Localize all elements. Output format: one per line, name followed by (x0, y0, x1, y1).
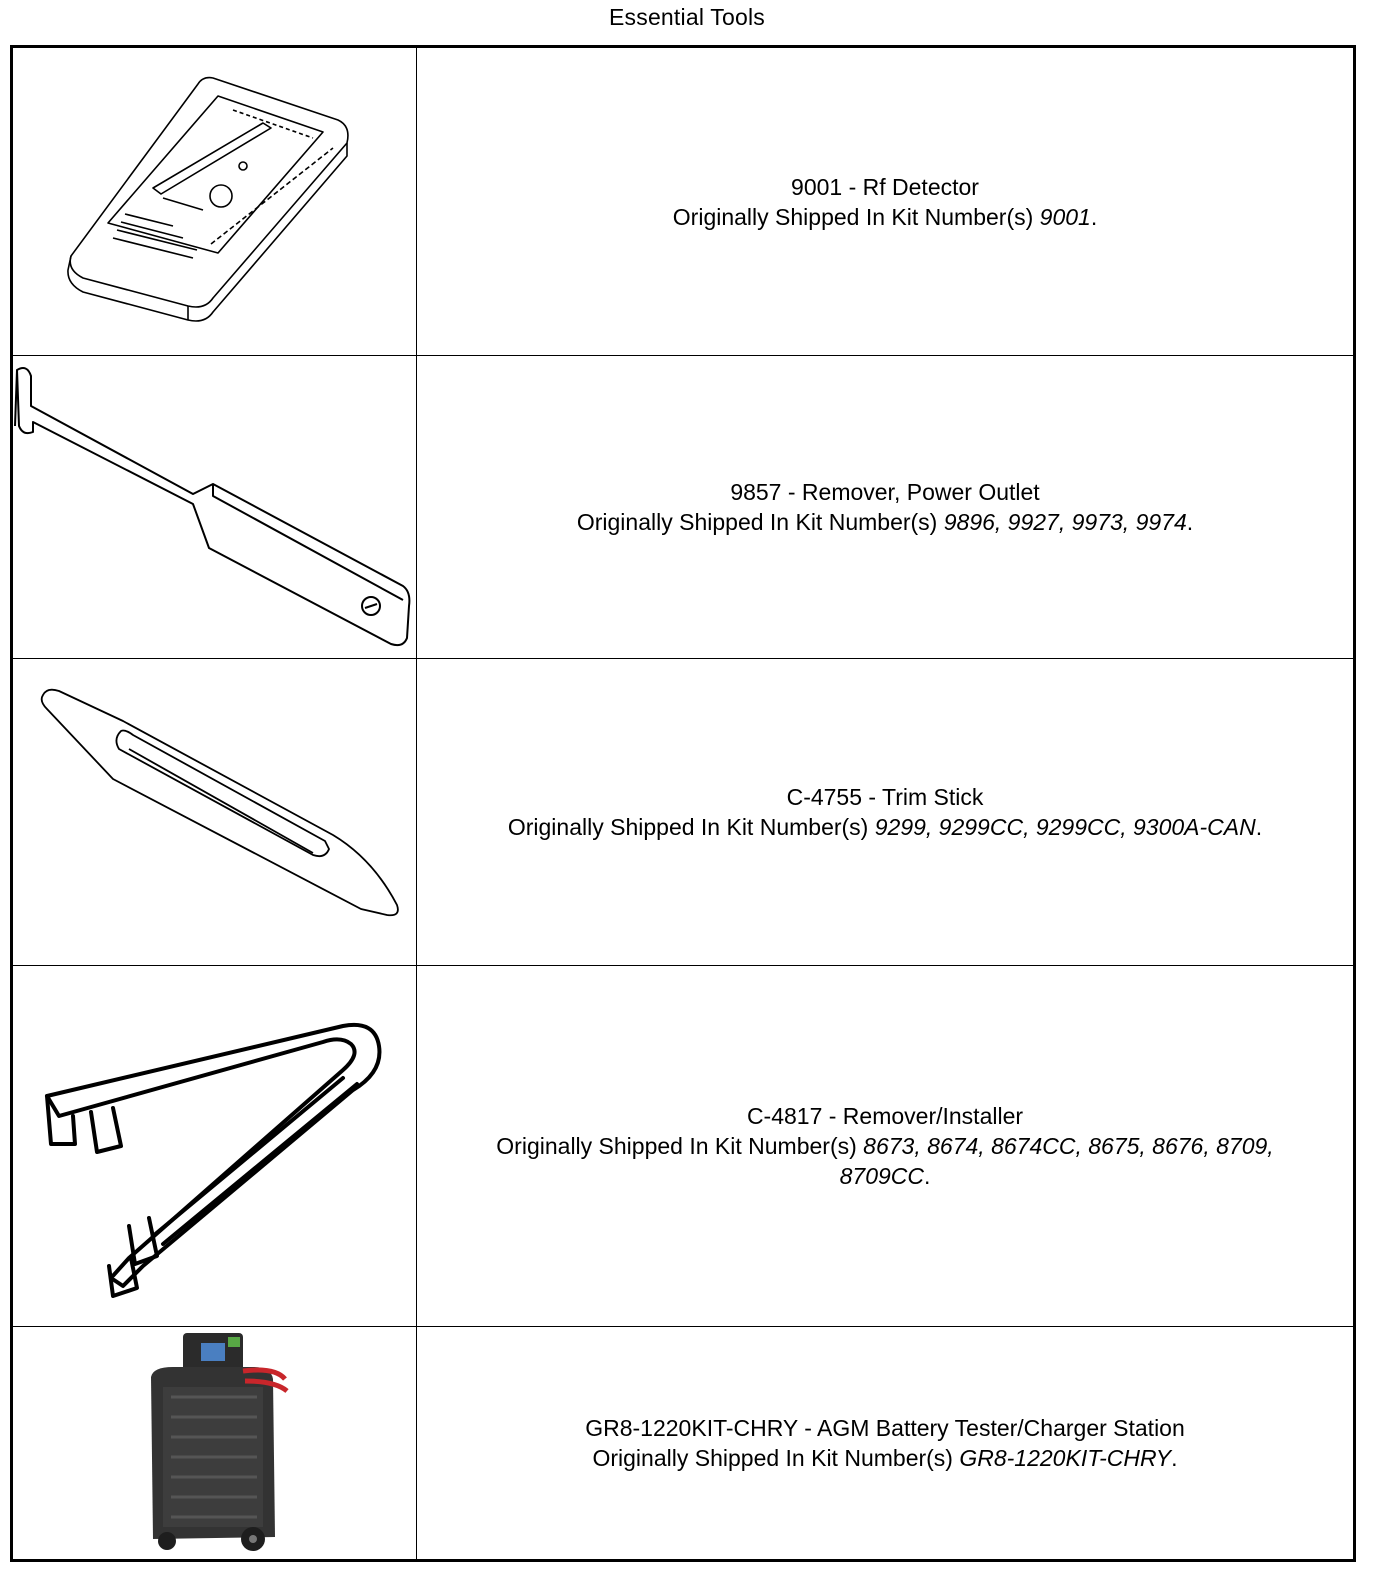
tool-shipped-line (457, 1131, 1313, 1191)
tool-description (457, 1101, 1313, 1191)
kit-numbers-end: . (1171, 1445, 1178, 1471)
tool-name: 9857 - Remover, Power Outlet (730, 479, 1040, 505)
kit-numbers-end: . (1186, 509, 1194, 535)
tool-image-cell (13, 659, 417, 965)
tool-description (508, 782, 1262, 842)
tool-shipped-line (577, 507, 1193, 537)
shipped-prefix: Originally Shipped In Kit Number(s) (507, 814, 869, 840)
kit-numbers-end: . (1090, 203, 1098, 230)
tools-table (10, 45, 1356, 1562)
shipped-prefix: Originally Shipped In Kit Number(s) (592, 1445, 953, 1471)
tool-name: C-4817 - Remover/Installer (746, 1103, 1024, 1129)
kit-numbers-end: . (924, 1163, 931, 1189)
battery-charger-station-icon (13, 1327, 417, 1559)
table-row (13, 48, 1353, 356)
kit-numbers: 9896, 9927, 9973, 9974 (943, 509, 1187, 535)
tool-description (577, 477, 1193, 537)
shipped-prefix: Originally Shipped In Kit Number(s) (496, 1133, 857, 1159)
shipped-prefix: Originally Shipped In Kit Number(s) (672, 203, 1034, 230)
remover-installer-icon (13, 966, 417, 1326)
tool-image-cell (13, 1327, 417, 1559)
tool-description-cell (417, 356, 1353, 658)
kit-numbers: 8673, 8674, 8674CC, 8675, 8676, 8709, 8709CC (839, 1133, 1274, 1189)
tool-name: 9001 - Rf Detector (791, 173, 979, 200)
tool-description (585, 1413, 1185, 1473)
table-row (13, 659, 1353, 966)
power-outlet-remover-icon (13, 356, 417, 658)
tool-name: C-4755 - Trim Stick (786, 784, 984, 810)
table-row (13, 966, 1353, 1327)
page-title: Essential Tools (609, 4, 765, 30)
table-row (13, 356, 1353, 659)
table-row (13, 1327, 1353, 1559)
tool-shipped-line (673, 202, 1097, 232)
tool-description-cell (417, 659, 1353, 965)
tool-name: GR8-1220KIT-CHRY - AGM Battery Tester/Charger Station (585, 1415, 1185, 1441)
tool-image-cell (13, 356, 417, 658)
tool-description-cell (417, 1327, 1353, 1559)
trim-stick-icon (13, 659, 417, 965)
kit-numbers: 9001 (1039, 203, 1091, 230)
tool-shipped-line (585, 1443, 1185, 1473)
kit-numbers: 9299, 9299CC, 9299CC, 9300A-CAN (874, 814, 1256, 840)
shipped-prefix: Originally Shipped In Kit Number(s) (576, 509, 938, 535)
kit-numbers-end: . (1255, 814, 1263, 840)
tool-description-cell (417, 966, 1353, 1326)
tool-image-cell (13, 48, 417, 355)
tool-image-cell (13, 966, 417, 1326)
kit-numbers: GR8-1220KIT-CHRY (959, 1445, 1172, 1471)
tool-description-cell (417, 48, 1353, 355)
tool-description (673, 172, 1097, 232)
rf-detector-icon (13, 48, 417, 355)
tool-shipped-line (508, 812, 1262, 842)
